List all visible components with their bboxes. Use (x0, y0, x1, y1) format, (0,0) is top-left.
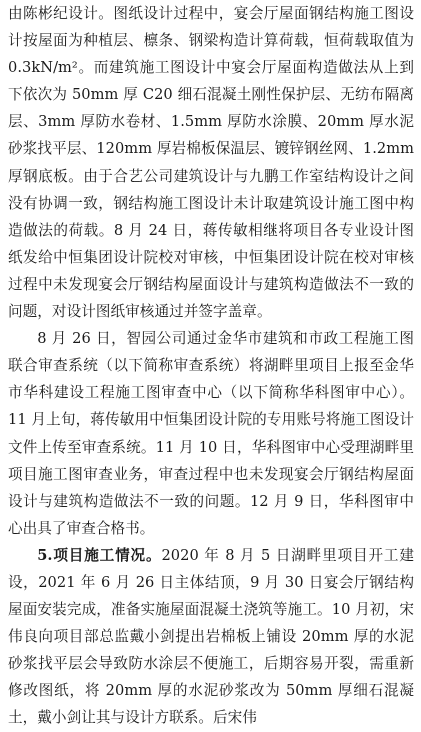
paragraph-design-loads: 由陈彬纪设计。图纸设计过程中，宴会厅屋面钢结构施工图设计按屋面为种植层、檩条、钢梁构造计算荷载，恒荷载取值为 0.3kN/m²。而建筑施工图设计中宴会厅屋面构造做法从上到下依次为 50mm 厚 C20 细石混凝土刚性保护层、无纺布隔离层、3mm 厚防水卷材、1.5mm 厚防水涂膜、20mm 厚水泥砂浆找平层、120mm 厚岩棉板保温层、镀锌钢丝网、1.2mm 厚钢底板。由于合艺公司建筑设计与九鹏工作室结构设计之间没有协调一致，钢结构施工图设计未计取建筑设计施工图中构造做法的荷载。8 月 24 日，蒋传敏相继将项目各专业设计图纸发给中恒集团设计院校对审核，中恒集团设计院在校对审核过程中未发现宴会厅钢结构屋面设计与建筑构造做法不一致的问题，对设计图纸审核通过并签字盖章。 (8, 5, 414, 321)
document-page (8, 0, 414, 732)
section-heading: 5.项目施工情况。 (37, 546, 162, 564)
paragraph-review-process: 8 月 26 日，智园公司通过金华市建筑和市政工程施工图联合审查系统（以下简称审查系统）将湖畔里项目上报至金华市华科建设工程施工图审查中心（以下简称华科图审中心）。11 月上旬，蒋传敏用中恒集团设计院的专用账号将施工图设计文件上传至审查系统。11 月 10 日，华科图审中心受理湖畔里项目施工图审查业务，审查过程中也未发现宴会厅钢结构屋面设计与建筑构造做法不一致的问题。12 月 9 日，华科图审中心出具了审查合格书。 (8, 330, 414, 537)
paragraph-construction-body: 2020 年 8 月 5 日湖畔里项目开工建设，2021 年 6 月 26 日主体结顶，9 月 30 日宴会厅钢结构屋面安装完成，准备实施屋面混凝土浇筑等施工。10 月初，宋伟良向项目部总监戴小剑提出岩棉板上铺设 20mm 厚的水泥砂浆找平层会导致防水涂层不便施工，后期容易开裂，需重新修改图纸，将 20mm 厚的水泥砂浆改为 50mm 厚细石混凝土，戴小剑让其与设计方联系。后宋伟 (8, 546, 414, 727)
paragraph-construction-status (8, 542, 414, 732)
